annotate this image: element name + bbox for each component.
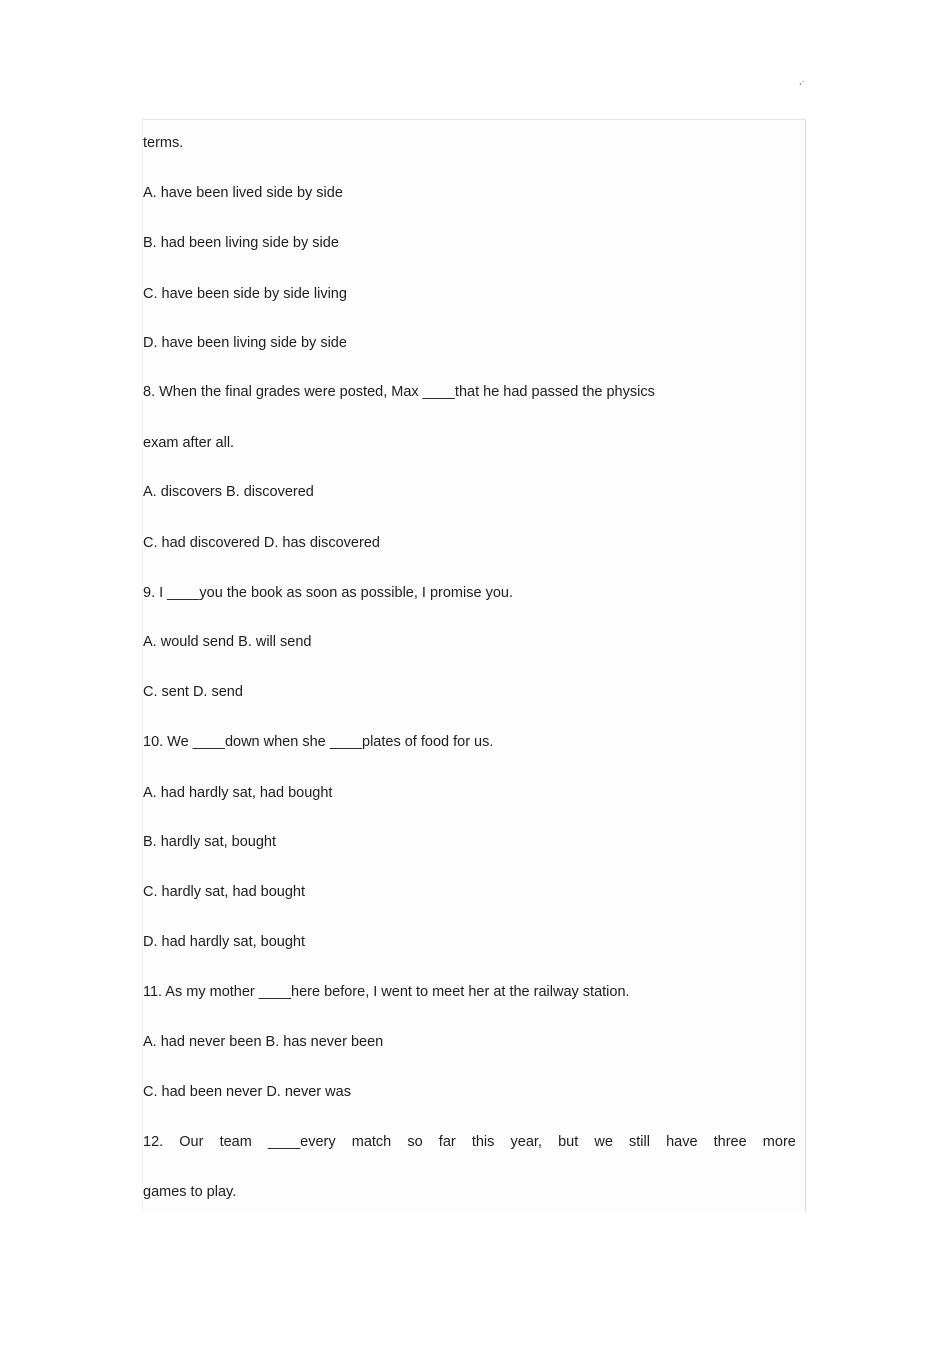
q8-stem: 8. When the final grades were posted, Max ____that he had passed the physics (143, 384, 655, 400)
q10-option-c: C. hardly sat, had bought (143, 884, 306, 900)
q8-options-cd: C. had discovered D. has discovered (143, 535, 380, 551)
q9-stem: 9. I ____you the book as soon as possible, I promise you. (143, 585, 513, 601)
q12-word: still (629, 1134, 650, 1150)
q12-word: more (762, 1134, 796, 1150)
q10-option-a: A. had hardly sat, had bought (143, 785, 333, 801)
q11-options-ab: A. had never been B. has never been (143, 1034, 384, 1050)
q7-option-a: A. have been lived side by side (143, 185, 343, 201)
q12-word: ____every (267, 1134, 336, 1150)
q12-word: but (558, 1134, 579, 1150)
q12-word: Our (179, 1134, 204, 1150)
q12-stem-continued: games to play. (143, 1184, 237, 1200)
q12-word: match (351, 1134, 392, 1150)
q7-option-b: B. had been living side by side (143, 235, 339, 251)
page-corner-mark: ,· (799, 76, 805, 86)
q9-options-cd: C. sent D. send (143, 684, 243, 700)
q8-stem-continued: exam after all. (143, 435, 235, 451)
q10-stem: 10. We ____down when she ____plates of food for us. (143, 734, 494, 750)
q7-option-d: D. have been living side by side (143, 335, 347, 351)
q9-options-ab: A. would send B. will send (143, 634, 312, 650)
q12-word: 12. (143, 1134, 164, 1150)
q12-word: so (407, 1134, 423, 1150)
q12-word: far (438, 1134, 456, 1150)
q10-option-d: D. had hardly sat, bought (143, 934, 306, 950)
q12-stem (143, 1133, 796, 1151)
q12-word: we (594, 1134, 613, 1150)
q10-option-b: B. hardly sat, bought (143, 834, 276, 850)
q8-options-ab: A. discovers B. discovered (143, 484, 314, 500)
q11-stem: 11. As my mother ____here before, I went to meet her at the railway station. (143, 984, 630, 1000)
q12-word: team (219, 1134, 252, 1150)
q12-word: three (713, 1134, 747, 1150)
q12-word: year, (510, 1134, 542, 1150)
text-line-terms: terms. (143, 135, 184, 151)
q12-word: have (666, 1134, 698, 1150)
q11-options-cd: C. had been never D. never was (143, 1084, 351, 1100)
q7-option-c: C. have been side by side living (143, 286, 347, 302)
q12-word: this (471, 1134, 495, 1150)
